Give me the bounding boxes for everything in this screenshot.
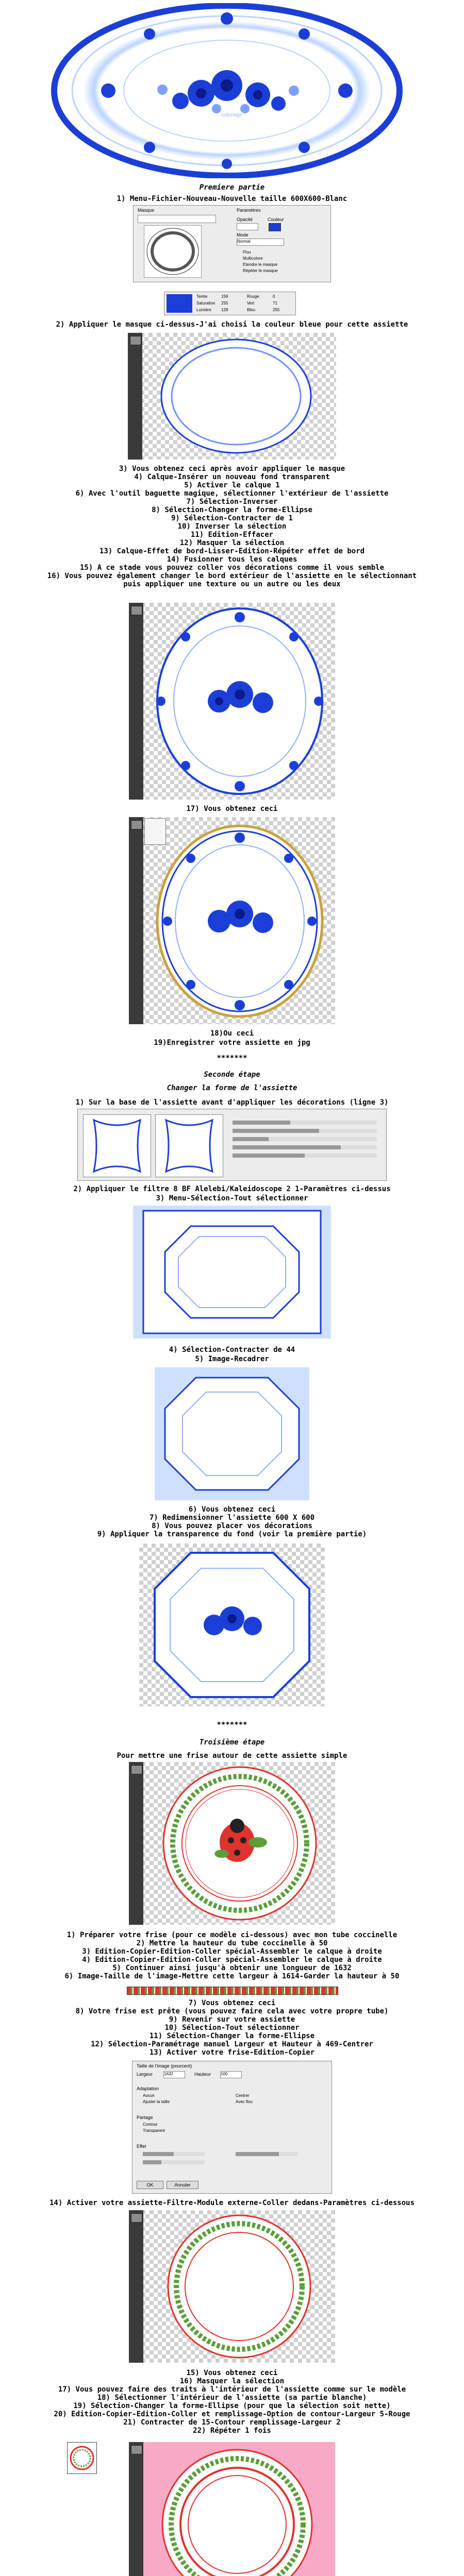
effect-slider-1[interactable]	[143, 2152, 205, 2156]
effect-slider-3[interactable]	[236, 2152, 297, 2156]
shaped-decorated-canvas	[139, 1544, 325, 1706]
step-line: 7) Sélection-Inverser	[186, 498, 278, 506]
step-line: 3) Vous obtenez ceci après avoir appliquer le masque	[119, 465, 345, 473]
step-line: 21) Contracter de 15-Contour remplissage-Largeur 2	[123, 2418, 341, 2427]
watermark: coloriage	[221, 112, 243, 118]
adapt-label: Adaptation	[137, 2086, 159, 2091]
opt-contour[interactable]: Contour	[143, 2122, 158, 2127]
part2-subtitle: Changer la forme de l'assiette	[167, 1084, 297, 1092]
height-label: Hauteur	[194, 2072, 211, 2077]
step-line: 5) Activer le calque 1	[184, 481, 280, 489]
part2-step-2: 2) Appliquer le filtre 8 BF Alelebi/Kaleidoscope 2 1-Paramètres ci-dessus	[73, 1185, 391, 1193]
step-line: 13) Activer votre frise-Edition-Copier	[149, 2048, 315, 2057]
paste-dialog	[132, 2061, 332, 2194]
step-line: 6) Vous obtenez ceci	[188, 1505, 276, 1514]
part1-step-2: 2) Appliquer le masque ci-dessus-J'ai choisi la couleur bleue pour cette assiette	[56, 320, 408, 329]
green-value[interactable]: 71	[273, 301, 277, 306]
step-line: 11) Edition-Effacer	[190, 531, 274, 539]
shaped-plate-2	[155, 1367, 309, 1500]
part1-steps-block	[0, 465, 464, 594]
step-line: 20) Edition-Copier-Edition-Coller et remplissage-Option de contour-Largeur 5-Rouge	[54, 2410, 410, 2418]
hero-plate	[46, 3, 407, 178]
step-line: 18) Sélectionner l'intérieur de l'assiette (sa partie blanche)	[97, 2394, 367, 2402]
step-line: 5) Continuer ainsi jusqu'à obtenir une longueur de 1632	[112, 1964, 352, 1972]
step-line: 6) Avec l'outil baguette magique, sélectionner l'extérieur de l'assiette	[75, 489, 389, 498]
step-line: 15) Vous obtenez ceci	[186, 2369, 278, 2377]
part2-step-3: 3) Menu-Sélection-Tout sélectionner	[156, 1194, 308, 1202]
opt-none[interactable]: Aucun	[143, 2093, 155, 2098]
opt-center[interactable]: Centrer	[236, 2093, 250, 2098]
light-label: Lumière	[196, 308, 211, 312]
thumb-window	[67, 2442, 97, 2474]
opt-fit[interactable]: Ajuster la taille	[143, 2099, 170, 2104]
opt-blur[interactable]: Flou	[243, 250, 251, 255]
width-input[interactable]: 1632	[163, 2071, 185, 2078]
separator-2: *******	[217, 1721, 247, 1729]
layers-strip	[129, 1762, 143, 1925]
step-line: 3) Edition-Copier-Edition-Coller spécial-Assembler le calque à droite	[82, 1947, 382, 1956]
blue-value[interactable]: 255	[273, 308, 280, 312]
opacity-input[interactable]	[237, 223, 258, 230]
part2-step-4: 4) Sélection-Contracter de 44	[169, 1346, 295, 1354]
mask-file-select[interactable]	[138, 215, 216, 223]
step-line: 7) Redimensionner l'assiette 600 X 600	[149, 1514, 315, 1522]
effect-label: Effet	[137, 2144, 146, 2149]
hue-label: Teinte	[196, 294, 208, 299]
step-line: 2) Mettre la hauteur du tube coccinelle à 50	[136, 1939, 328, 1947]
part3-steps-b	[0, 1999, 464, 2061]
red-label: Rouge	[247, 294, 259, 299]
width-label: Largeur	[137, 2072, 153, 2077]
step-line: 1) Préparer votre frise (pour ce modèle ci-dessous) avec mon tube coccinelle	[67, 1931, 397, 1939]
paste-dialog-title: Taille de l'image (pourcent)	[137, 2063, 192, 2069]
green-label: Vert	[247, 301, 255, 306]
sat-label: Saturation	[196, 301, 216, 306]
frieze-plate	[162, 2213, 317, 2360]
part3-steps-a	[0, 1931, 464, 1982]
step-line: 9) Appliquer la transparence du fond (voir la première partie)	[97, 1530, 367, 1538]
part2-step-5: 5) Image-Recadrer	[195, 1355, 269, 1363]
color-swatch[interactable]	[269, 223, 281, 231]
step-line: 6) Image-Taille de l'image-Mettre cette largeur à 1614-Garder la hauteur à 50	[64, 1972, 400, 1980]
layers-strip	[129, 817, 143, 1024]
part2-step-1: 1) Sur la base de l'assiette avant d'appliquer les décorations (ligne 3)	[75, 1098, 389, 1107]
ladybug-plate-canvas	[129, 1762, 335, 1925]
part3-step-14: 14) Activer votre assiette-Filtre-Module externe-Coller dedans-Paramètres ci-dessous	[49, 2199, 415, 2207]
separator-1: *******	[217, 1054, 247, 1062]
mask-preview	[144, 225, 202, 278]
color-label: Couleur	[268, 217, 284, 222]
part2-title: Seconde étape	[204, 1071, 260, 1079]
layers-strip	[128, 333, 142, 460]
opt-transparent[interactable]: Transparent	[143, 2128, 165, 2133]
step-line: 4) Edition-Copier-Edition-Coller spécial-Assembler le calque à droite	[82, 1956, 382, 1964]
step-line: 12) Sélection-Paramétrage manuel Largeur et Hauteur à 469-Centrer	[91, 2040, 373, 2048]
step-line: 8) Votre frise est prête (vous pouvez faire cela avec votre propre tube)	[75, 2007, 389, 2015]
part1-title: Premiere partie	[199, 183, 265, 192]
mode-select[interactable]: Normal	[237, 239, 284, 246]
mask-result-plate	[159, 337, 313, 455]
step-17a: 17) Vous obtenez ceci	[186, 805, 278, 813]
opt-multicolor[interactable]: Multicolore	[243, 256, 263, 261]
mask-preview-ring	[144, 226, 201, 277]
step-line: 19) Sélection-Changer la forme-Ellipse (pour que la sélection soit nette)	[73, 2402, 391, 2410]
step-line: 16) Masquer la sélection	[179, 2377, 285, 2385]
layers-strip	[129, 603, 143, 800]
kaleido-sliders[interactable]	[233, 1116, 377, 1173]
step-line: 16) Vous pouvez également changer le bord extérieur de l'assiette en le sélectionnant	[47, 572, 417, 580]
step-line: 7) Vous obtenez ceci	[188, 1999, 276, 2007]
step-18: 18)Ou ceci	[210, 1029, 254, 1038]
part1-step-1: 1) Menu-Fichier-Nouveau-Nouvelle taille 600X600-Blanc	[117, 195, 347, 203]
decorated-plate-1	[155, 606, 325, 796]
part2-steps-d	[0, 1505, 464, 1541]
step-line: 9) Revenir sur votre assiette	[169, 2015, 295, 2024]
layers-strip	[129, 2210, 143, 2363]
light-value[interactable]: 128	[221, 308, 228, 312]
share-label: Partage	[137, 2115, 153, 2120]
params-label: Paramètres	[237, 208, 261, 213]
hue-value[interactable]: 159	[221, 294, 228, 299]
blue-label: Bleu	[247, 308, 256, 312]
step-line: 4) Calque-Insérer un nouveau fond transparent	[134, 473, 330, 481]
decorated-plate-2	[155, 822, 325, 1021]
red-value[interactable]: 0	[273, 294, 275, 299]
effect-slider-2[interactable]	[143, 2160, 205, 2164]
cancel-button[interactable]: Annuler	[167, 2181, 198, 2189]
color-sample	[167, 294, 192, 313]
ladybug-plate	[160, 1765, 320, 1922]
step-line: puis appliquer une texture ou un autre ou les deux	[123, 580, 341, 588]
step-line: 10) Inverser la sélection	[177, 522, 287, 531]
ok-button[interactable]: OK	[137, 2181, 163, 2189]
layers-strip	[129, 2442, 143, 2576]
step-line: 15) A ce stade vous pouvez coller vos décorations comme il vous semble	[79, 564, 384, 572]
step-line: 8) Sélection-Changer la forme-Ellipse	[152, 506, 312, 514]
step-line: 14) Fusionner tous les calques	[167, 555, 297, 564]
step-line: 8) Vous pouvez placer vos décorations	[152, 1522, 312, 1530]
hero-plate-image	[46, 3, 407, 178]
kaleido-preview-after	[155, 1114, 223, 1177]
step-line: 12) Masquer la sélection	[179, 539, 285, 547]
kaleidoscope-dialog	[77, 1109, 387, 1181]
step-line: 13) Calque-Effet de bord-Lisser-Edition-Répéter effet de bord	[99, 547, 365, 555]
mask-label: Masque	[138, 208, 155, 213]
step-line: 22) Répéter 1 fois	[193, 2427, 271, 2435]
opt-repeat[interactable]: Répéter le masque	[243, 268, 278, 273]
step-line: 9) Sélection-Contracter de 1	[171, 514, 293, 522]
kaleido-preview-before	[83, 1114, 151, 1177]
opacity-label: Opacité	[237, 217, 253, 222]
decorated-canvas-2	[129, 817, 335, 1024]
frieze-plate-canvas	[129, 2210, 335, 2363]
mask-dialog	[133, 205, 331, 282]
opt-blur[interactable]: Avec flou	[236, 2099, 253, 2104]
shaped-plate-1	[133, 1206, 331, 1338]
sat-value[interactable]: 255	[221, 301, 228, 306]
step-line: 11) Sélection-Changer la forme-Ellipse	[149, 2032, 315, 2040]
pink-plate	[160, 2447, 314, 2576]
part3-title: Troisième étape	[199, 1738, 265, 1747]
part3-subtitle: Pour mettre une frise autour de cette assiette simple	[117, 1752, 347, 1760]
decorated-canvas-1	[129, 603, 335, 800]
mode-label: Mode	[237, 232, 248, 238]
opt-extend[interactable]: Etendre le masque	[243, 262, 278, 267]
shaped-decorated-plate	[150, 1548, 314, 1702]
ladybug-frieze	[127, 1987, 338, 1995]
part3-steps-c	[0, 2369, 464, 2436]
height-input[interactable]: 100	[220, 2071, 242, 2078]
step-line: 17) Vous pouvez faire des traits à l'intérieur de l'assiette comme sur le modèle	[58, 2385, 406, 2394]
pink-plate-canvas	[129, 2442, 335, 2576]
step-19: 19)Enregistrer votre assiette en jpg	[154, 1039, 310, 1047]
step-line: 10) Sélection-Tout sélectionner	[164, 2024, 300, 2032]
color-values-panel	[164, 292, 296, 315]
mask-result-canvas	[128, 333, 336, 460]
pink-plate-row	[67, 2442, 397, 2576]
